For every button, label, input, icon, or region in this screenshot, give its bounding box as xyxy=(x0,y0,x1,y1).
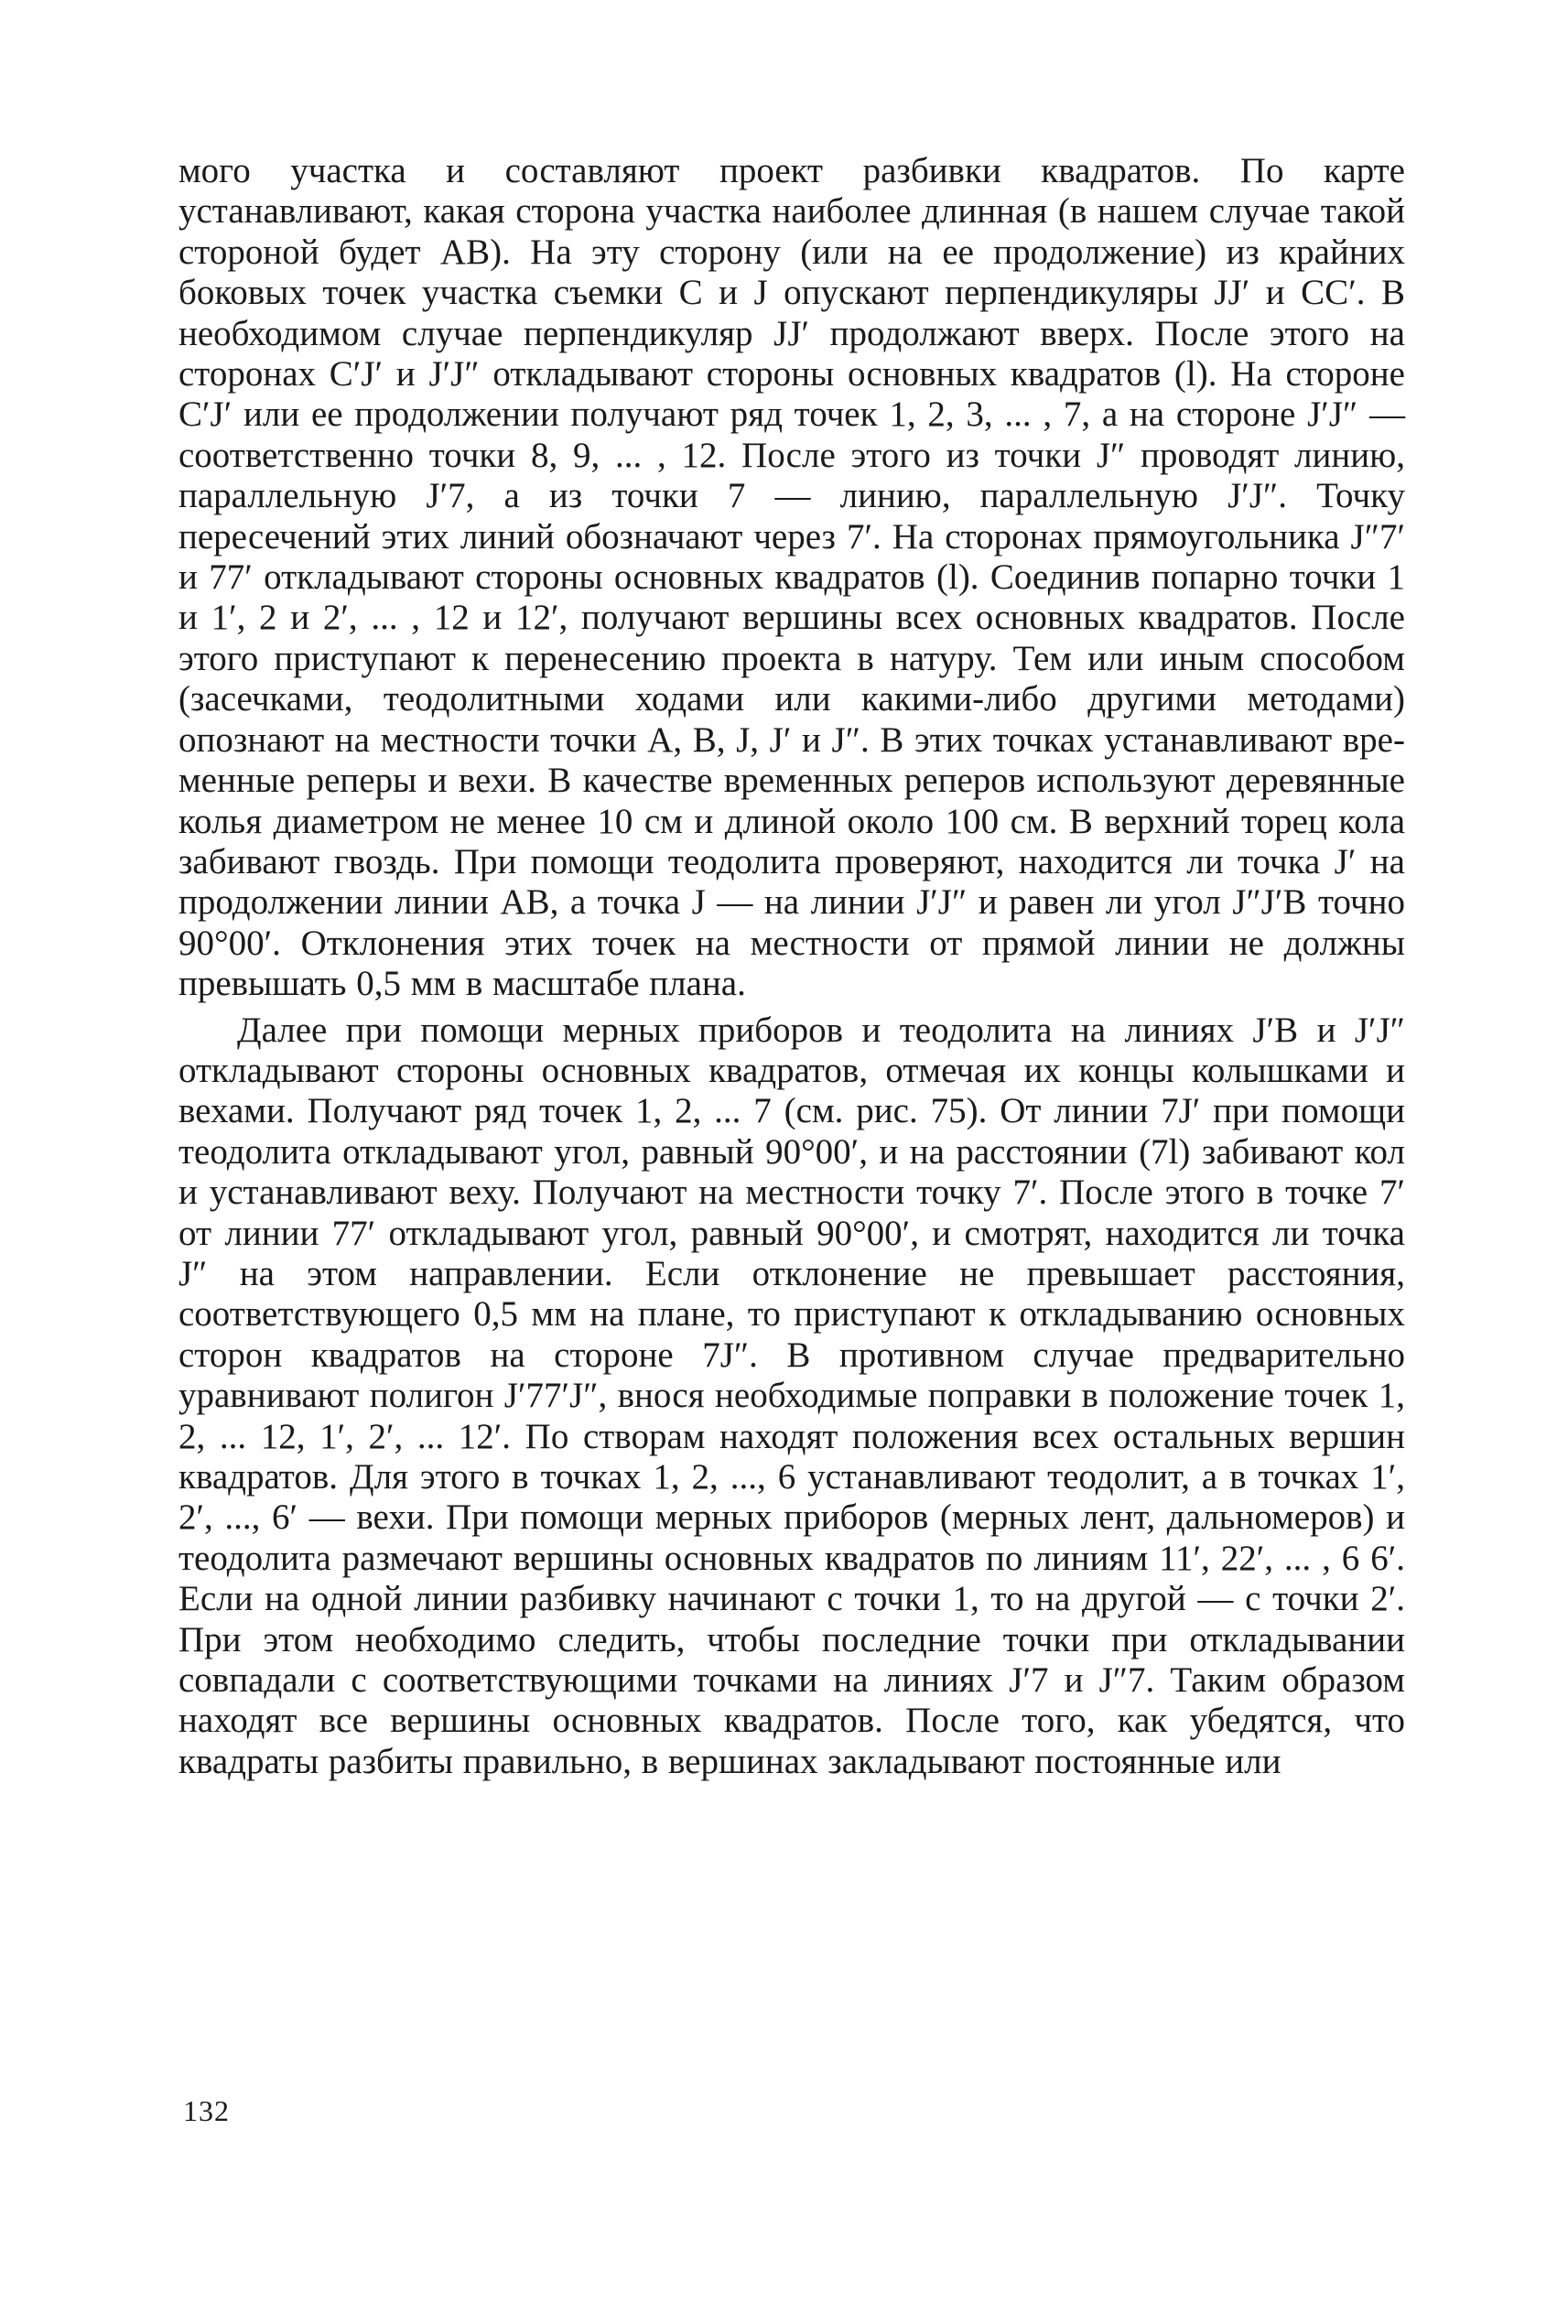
page-body xyxy=(178,151,1405,1782)
page-number: 132 xyxy=(183,2094,230,2127)
paragraph-2: Далее при помощи мерных приборов и теодолита на линиях J′B и J′J″ откладывают стороны основных квадратов, отмечая их концы колышками и вехами. Получают ряд точек 1, 2, ... 7 (см. рис. 75). От линии 7J′ при помощи теодолита откладывают угол, равный 90°00′, и на расстоянии (7l) забивают кол и устанавливают веху. Получают на местности точку 7′. После этого в точке 7′ от линии 77′ откладывают угол, равный 90°00′, и смотрят, находится ли точка J″ на этом направлении. Если отклонение не превышает расстояния, соответствующего 0,5 мм на плане, то приступают к откладыванию основных сторон квадратов на стороне 7J″. В противном случае предварительно уравнивают полигон J′77′J″, внося необходимые поправки в положение точек 1, 2, ... 12, 1′, 2′, ... 12′. По створам находят положения всех остальных вершин квадратов. Для этого в точках 1, 2, ..., 6 устанавливают теодолит, а в точках 1′, 2′, ..., 6′ — вехи. При помощи мерных приборов (мерных лент, дальномеров) и теодолита размечают вершины основных квадратов по линиям 11′, 22′, ... , 6 6′. Если на одной линии разбивку начинают с точки 1, то на другой — с точки 2′. При этом необходимо следить, чтобы последние точки при откладывании совпадали с соответствующими точками на линиях J′7 и J″7. Таким образом находят все вершины основных квадратов. После того, как убедятся, что квадраты разбиты правильно, в вершинах закладывают постоянные или xyxy=(178,1010,1405,1781)
paragraph-1: мого участка и составляют проект разбивки квадратов. По карте устанавливают, какая сторона участка наиболее длинная (в нашем случае такой стороной будет AB). На эту сторону (или на ее продолжение) из крайних боковых точек участка съемки C и J опускают перпендикуляры JJ′ и CC′. В необходимом случае перпендикуляр JJ′ продолжают вверх. После этого на сторонах C′J′ и J′J″ откладывают стороны основных квадратов (l). На стороне C′J′ или ее продолжении получают ряд точек 1, 2, 3, ... , 7, а на стороне J′J″ — соответственно точки 8, 9, ... , 12. После этого из точки J″ проводят линию, параллельную J′7, а из точки 7 — линию, параллельную J′J″. Точку пересечений этих линий обозначают через 7′. На сторонах прямоугольника J″7′ и 77′ откладывают стороны основных квадратов (l). Соединив попарно точки 1 и 1′, 2 и 2′, ... , 12 и 12′, получают вершины всех основных квадратов. После этого приступают к перенесению проекта в натуру. Тем или иным способом (засечками, теодолитными ходами или какими-либо другими методами) опознают на местности точки A, B, J, J′ и J″. В этих точках устанавливают временные реперы и вехи. В качестве временных реперов используют деревянные колья диаметром не менее 10 см и длиной около 100 см. В верхний торец кола забивают гвоздь. При помощи теодолита проверяют, находится ли точка J′ на продолжении линии AB, а точка J — на линии J′J″ и равен ли угол J″J′B точно 90°00′. Отклонения этих точек на местности от прямой линии не должны превышать 0,5 мм в масштабе плана. xyxy=(178,151,1405,1004)
